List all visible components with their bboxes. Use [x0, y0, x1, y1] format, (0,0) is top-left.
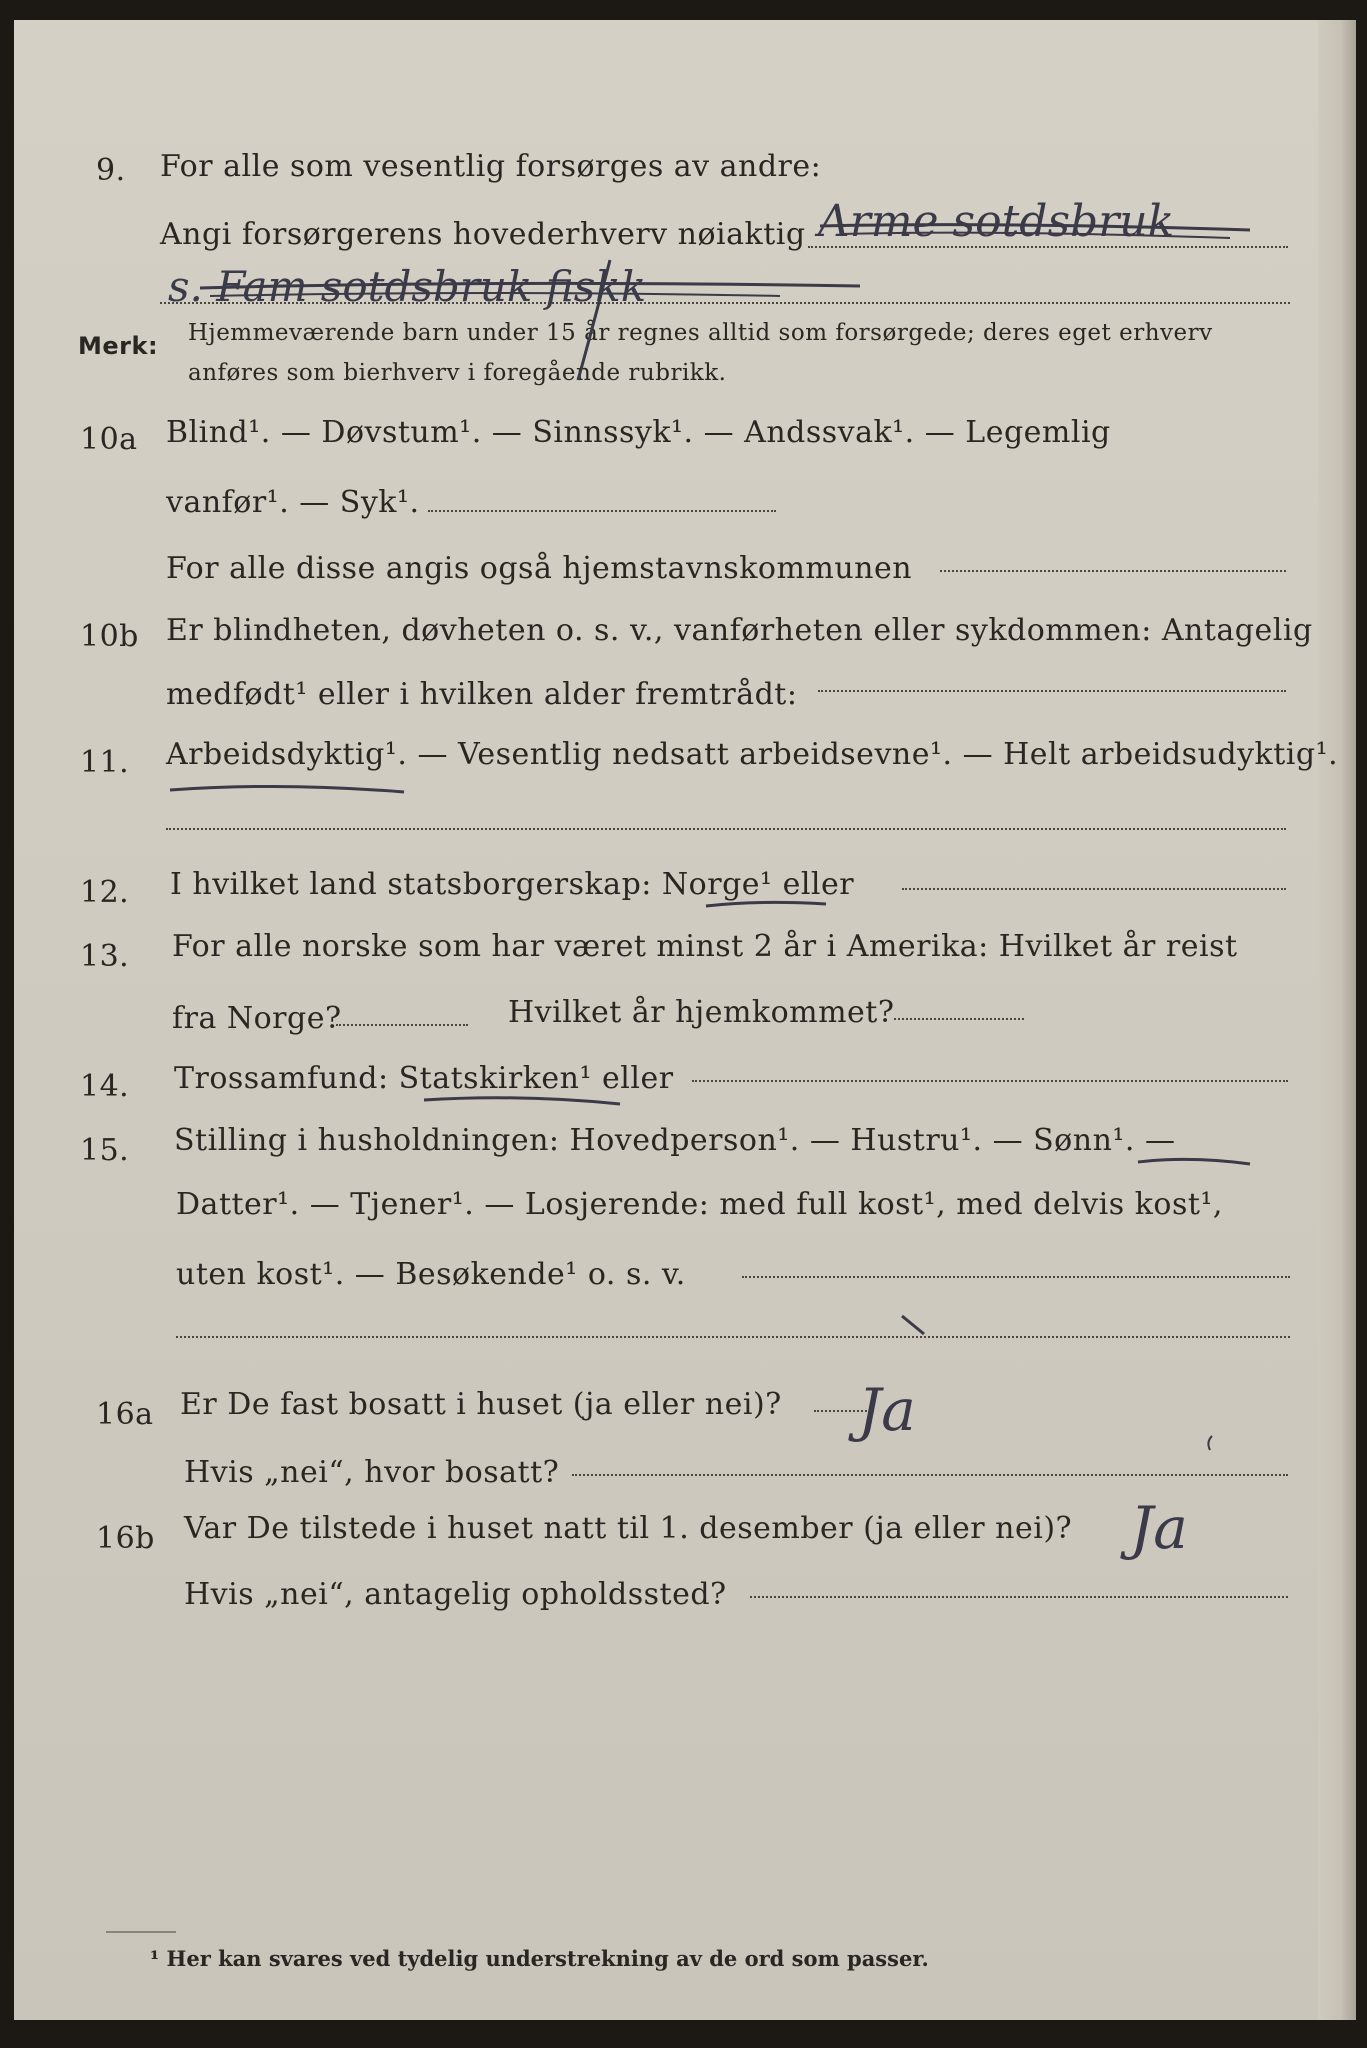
q16a-line1: Er De fast bosatt i huset (ja eller nei)? — [180, 1387, 782, 1422]
underline-norge — [706, 902, 826, 906]
q16b-answer: Ja — [1130, 1494, 1188, 1562]
q9-handwriting-1: Arme sotdsbruk — [818, 196, 1175, 247]
q16a-answer: Ja — [858, 1376, 916, 1444]
strike-mark-3 — [200, 283, 860, 288]
q10a-line3: For alle disse angis også hjemstavnskommunen — [166, 551, 913, 586]
q13-line2a: fra Norge? — [172, 1001, 342, 1036]
q13-line2b: Hvilket år hjemkommet? — [508, 995, 895, 1030]
merk-line1: Hjemmeværende barn under 15 år regnes alltid som forsørgede; deres eget erhverv — [188, 320, 1213, 346]
q14-line1: Trossamfund: Statskirken¹ eller — [174, 1061, 674, 1096]
merk-label: Merk: — [78, 332, 159, 360]
q9-line1: For alle som vesentlig forsørges av andre: — [160, 149, 822, 184]
q12-line1: I hvilket land statsborgerskap: Norge¹ eller — [170, 867, 855, 902]
q16b-line1: Var De tilstede i huset natt til 1. desember (ja eller nei)? — [184, 1511, 1073, 1546]
q10a-number: 10a — [80, 422, 138, 457]
q10b-line2: medfødt¹ eller i hvilken alder fremtrådt: — [166, 677, 798, 712]
q16b-line2: Hvis „nei“, antagelig opholdssted? — [184, 1577, 727, 1612]
q16a-line2: Hvis „nei“, hvor bosatt? — [184, 1455, 560, 1490]
stray-mark-2 — [1208, 1436, 1212, 1450]
underline-sonn — [1138, 1159, 1250, 1164]
underline-arbeidsdyktig — [170, 786, 404, 792]
stray-mark — [902, 1316, 924, 1334]
q13-line1: For alle norske som har været minst 2 år i Amerika: Hvilket år reist — [172, 929, 1238, 964]
pen-stroke-descender — [578, 260, 610, 380]
merk-line2: anføres som bierhverv i foregående rubrikk. — [188, 360, 727, 386]
q9-line2: Angi forsørgerens hovederhverv nøiaktig — [160, 217, 806, 252]
q13-number: 13. — [80, 939, 130, 974]
underline-statskirken — [424, 1098, 620, 1104]
q15-line2: Datter¹. — Tjener¹. — Losjerende: med full kost¹, med delvis kost¹, — [176, 1187, 1223, 1222]
q9-handwriting-2: s. Fam sotdsbruk fiskk — [168, 262, 647, 311]
q16b-number: 16b — [96, 1521, 155, 1556]
q9-number: 9. — [96, 153, 126, 188]
q10a-line2: vanfør¹. — Syk¹. — [166, 485, 420, 520]
q11-number: 11. — [80, 745, 130, 780]
strike-mark-2 — [840, 233, 1230, 238]
q16a-number: 16a — [96, 1397, 154, 1432]
q15-line3: uten kost¹. — Besøkende¹ o. s. v. — [176, 1257, 686, 1292]
strike-mark-4 — [210, 293, 780, 296]
q10a-line1: Blind¹. — Døvstum¹. — Sinnssyk¹. — Andssvak¹. — Legemlig — [166, 415, 1111, 450]
q14-number: 14. — [80, 1069, 130, 1104]
q11-line1: Arbeidsdyktig¹. — Vesentlig nedsatt arbeidsevne¹. — Helt arbeidsudyktig¹. — [166, 737, 1339, 772]
q12-number: 12. — [80, 875, 130, 910]
strike-mark-1 — [820, 225, 1250, 230]
q10b-line1: Er blindheten, døvheten o. s. v., vanførheten eller sykdommen: Antagelig — [166, 613, 1313, 648]
q15-number: 15. — [80, 1133, 130, 1168]
q15-line1: Stilling i husholdningen: Hovedperson¹. — Hustru¹. — Sønn¹. — — [174, 1123, 1176, 1158]
q10b-number: 10b — [80, 619, 139, 654]
footnote: ¹ Her kan svares ved tydelig understrekning av de ord som passer. — [150, 1946, 929, 1971]
